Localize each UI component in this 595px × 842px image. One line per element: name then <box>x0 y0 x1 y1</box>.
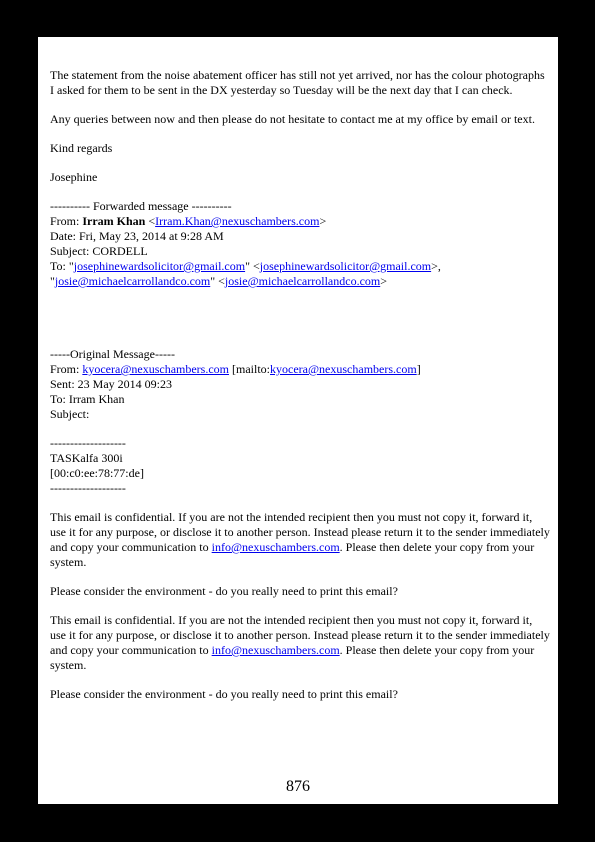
disclaimer-text-end: . Please then delete your copy from your system. <box>50 540 535 569</box>
disclaimer-email-link[interactable]: info@nexuschambers.com <box>211 643 340 657</box>
page-number: 876 <box>286 778 310 795</box>
forwarded-date: Date: Fri, May 23, 2014 at 9:28 AM <box>50 229 224 243</box>
closing-regards: Kind regards <box>50 141 113 155</box>
body-paragraph-1: The statement from the noise abatement officer has still not yet arrived, nor has the colour photographs I asked for them to be sent in the DX yesterday so Tuesday will be the next day that I can check. <box>50 68 545 97</box>
body-paragraph-2: Any queries between now and then please do not hesitate to contact me at my office by email or text. <box>50 112 535 126</box>
environment-notice-2: Please consider the environment - do you really need to print this email? <box>50 687 398 701</box>
original-from-line: From: kyocera@nexuschambers.com [mailto:kyocera@nexuschambers.com] <box>50 362 421 376</box>
to1-name-link[interactable]: josephinewardsolicitor@gmail.com <box>73 259 246 273</box>
original-header: -----Original Message----- <box>50 347 175 361</box>
from-label: From: <box>50 214 83 228</box>
rule-bottom: ------------------- <box>50 481 126 495</box>
document-page <box>38 37 558 804</box>
disclaimer-text: This email is confidential. If you are not the intended recipient then you must not copy it, forward it, use it for any purpose, or disclose it to another person. Instead please return it to the sender immediately and copy your communication to <box>50 613 550 657</box>
original-subject: Subject: <box>50 407 90 421</box>
original-mailto-link[interactable]: kyocera@nexuschambers.com <box>270 362 417 376</box>
rule-top: ------------------- <box>50 436 126 450</box>
from-label: From: <box>50 362 83 376</box>
forwarded-header: ---------- Forwarded message ---------- <box>50 199 232 213</box>
forwarded-to-line: To: "josephinewardsolicitor@gmail.com" <josephinewardsolicitor@gmail.com>, "josie@michaelcarrollandco.com" <josie@michaelcarrollandco.com> <box>50 259 441 288</box>
device-mac: [00:c0:ee:78:77:de] <box>50 466 144 480</box>
forwarded-subject: Subject: CORDELL <box>50 244 148 258</box>
disclaimer-email-link[interactable]: info@nexuschambers.com <box>211 540 340 554</box>
email-body <box>50 68 550 702</box>
original-to: To: Irram Khan <box>50 392 125 406</box>
forwarded-from-line: From: Irram Khan <Irram.Khan@nexuschambers.com> <box>50 214 327 228</box>
forwarded-message-block <box>50 199 550 289</box>
device-name: TASKalfa 300i <box>50 451 123 465</box>
disclaimer-paragraph-1 <box>50 510 550 570</box>
device-info-block <box>50 436 550 496</box>
to2-email-link[interactable]: josie@michaelcarrollandco.com <box>224 274 381 288</box>
environment-notice-1: Please consider the environment - do you really need to print this email? <box>50 584 398 598</box>
to1-email-link[interactable]: josephinewardsolicitor@gmail.com <box>259 259 432 273</box>
mailto-label: mailto: <box>236 362 271 376</box>
original-message-block <box>50 347 550 422</box>
original-from-email-link[interactable]: kyocera@nexuschambers.com <box>82 362 230 376</box>
disclaimer-text: This email is confidential. If you are not the intended recipient then you must not copy it, forward it, use it for any purpose, or disclose it to another person. Instead please return it to the sender immediately and copy your communication to <box>50 510 550 554</box>
original-sent: Sent: 23 May 2014 09:23 <box>50 377 172 391</box>
disclaimer-text-end: . Please then delete your copy from your system. <box>50 643 535 672</box>
from-name: Irram Khan <box>82 214 146 228</box>
from-email-link[interactable]: Irram.Khan@nexuschambers.com <box>155 214 320 228</box>
to-label: To: <box>50 259 69 273</box>
signature: Josephine <box>50 170 98 184</box>
to2-name-link[interactable]: josie@michaelcarrollandco.com <box>54 274 211 288</box>
disclaimer-paragraph-2 <box>50 613 550 673</box>
